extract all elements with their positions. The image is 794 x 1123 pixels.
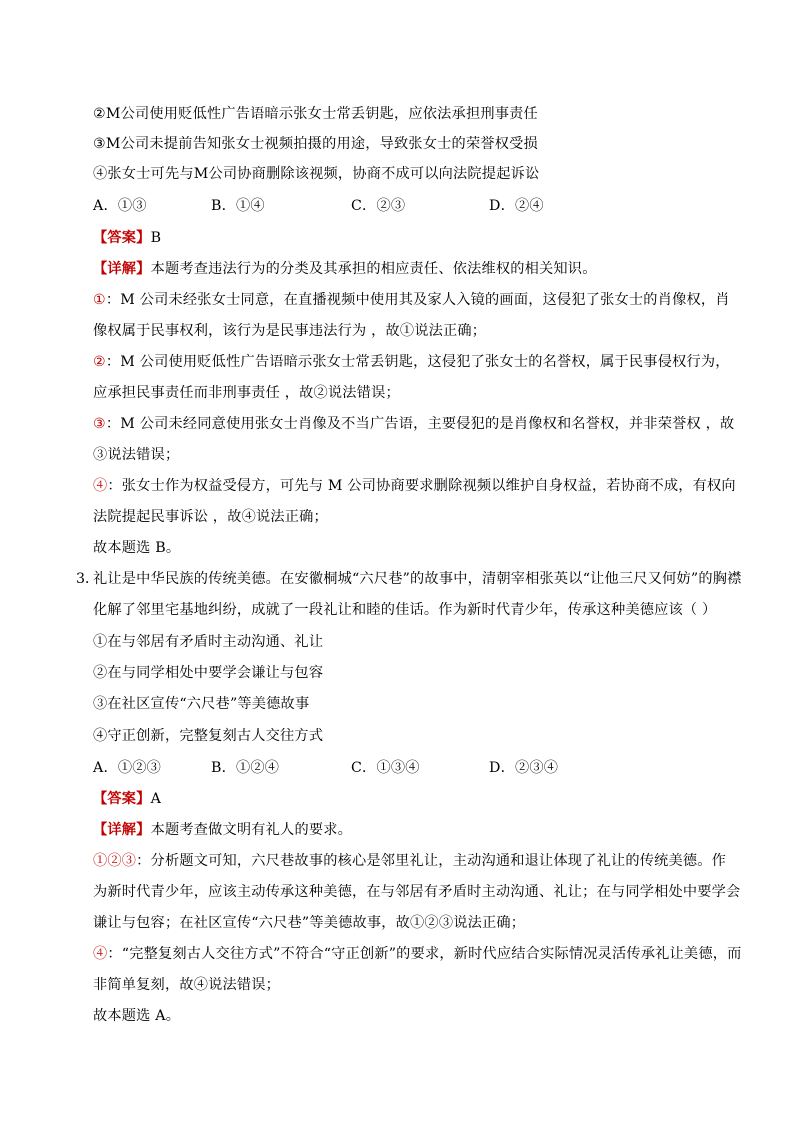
- q3-conclusion: 故本题选 A。: [93, 1008, 181, 1024]
- analysis-marker: ①②③: [93, 853, 137, 869]
- analysis-3-line1: [93, 414, 734, 434]
- answer-label: 【答案】: [93, 791, 151, 807]
- analysis-marker: ③: [93, 416, 106, 432]
- q3-analysis-2-line2: 非简单复刻，故④说法错误；: [93, 977, 281, 993]
- analysis-text: ：张女士作为权益受侵方，可先与 M 公司协商要求删除视频以维护自身权益，若协商不成，有权向: [107, 478, 736, 494]
- analysis-2-line1: [93, 352, 730, 372]
- statement-3: ③M公司未提前告知张女士视频拍摄的用途，导致张女士的荣誉权受损: [93, 136, 538, 152]
- q3-statement-3: ③在社区宣传“六尺巷”等美德故事: [93, 696, 310, 712]
- answer-line: [93, 228, 161, 248]
- q3-analysis-1-line1: [93, 851, 726, 871]
- detail-label: 【详解】: [93, 261, 151, 277]
- analysis-marker: ②: [93, 354, 106, 370]
- question-number: 3．: [76, 571, 100, 587]
- option-a: A．①③: [93, 198, 147, 214]
- option-c: C．①③④: [351, 760, 420, 776]
- option-a: A．①②③: [93, 760, 161, 776]
- option-d: D．②③④: [489, 760, 559, 776]
- option-b: B．①②④: [211, 760, 280, 776]
- q3-analysis-2-line1: [93, 944, 741, 964]
- q3-statement-4: ④守正创新，完整复刻古人交往方式: [93, 728, 324, 744]
- answer-value: A: [150, 791, 162, 807]
- detail-text: 本题考查做文明有礼人的要求。: [150, 822, 352, 838]
- option-d: D．②④: [489, 198, 544, 214]
- q3-statement-2: ②在与同学相处中要学会谦让与包容: [93, 665, 324, 681]
- q3-statement-1: ①在与邻居有矛盾时主动沟通、礼让: [93, 634, 324, 650]
- analysis-1-line2: 像权属于民事权利，该行为是民事违法行为 ，故①说法正确；: [93, 323, 487, 339]
- analysis-text: ：M 公司使用贬低性广告语暗示张女士常丢钥匙，这侵犯了张女士的名誉权，属于民事侵权行为，: [105, 354, 730, 370]
- conclusion: 故本题选 B。: [93, 540, 181, 556]
- analysis-4-line1: [93, 476, 736, 496]
- option-b: B．①④: [211, 198, 265, 214]
- analysis-text: ：“完整复刻古人交往方式”不符合“守正创新”的要求，新时代应结合实际情况灵活传承礼让美德，而: [107, 946, 742, 962]
- answer-value: B: [150, 230, 162, 246]
- analysis-2-line2: 应承担民事责任而非刑事责任 ，故②说法错误；: [93, 385, 400, 401]
- answer-label: 【答案】: [93, 230, 151, 246]
- analysis-3-line2: ③说法错误；: [93, 447, 180, 463]
- analysis-marker: ④: [93, 478, 108, 494]
- detail-line: [93, 259, 597, 279]
- analysis-4-line2: 法院提起民事诉讼 ，故④说法正确；: [93, 509, 328, 525]
- statement-4: ④张女士可先与M公司协商删除该视频，协商不成可以向法院提起诉讼: [93, 166, 540, 182]
- options-row: [93, 196, 544, 216]
- option-c: C．②③: [351, 198, 406, 214]
- analysis-marker: ④: [93, 946, 108, 962]
- analysis-text: ：M 公司未经同意使用张女士肖像及不当广告语，主要侵犯的是肖像权和名誉权，并非荣誉权 ，故: [105, 416, 735, 432]
- detail-text: 本题考查违法行为的分类及其承担的相应责任、依法维权的相关知识。: [150, 261, 597, 277]
- detail-label: 【详解】: [93, 822, 151, 838]
- question-stem-line1: 礼让是中华民族的传统美德。在安徽桐城“六尺巷”的故事中，清朝宰相张英以“让他三尺又何妨”的胸襟: [93, 571, 742, 587]
- analysis-1-line1: [93, 290, 730, 310]
- analysis-marker: ①: [93, 292, 106, 308]
- analysis-text: ：分析题文可知，六尺巷故事的核心是邻里礼让，主动沟通和退让体现了礼让的传统美德。作: [136, 853, 727, 869]
- analysis-text: ：M 公司未经张女士同意，在直播视频中使用其及家人入镜的画面，这侵犯了张女士的肖像权，肖: [105, 292, 730, 308]
- statement-2: ②M公司使用贬低性广告语暗示张女士常丢钥匙，应依法承担刑事责任: [93, 106, 538, 122]
- question-stem-line2: 化解了邻里宅基地纠纷，成就了一段礼让和睦的佳话。作为新时代青少年，传承这种美德应该（ ）: [93, 602, 717, 618]
- q3-analysis-1-line3: 谦让与包容；在社区宣传“六尺巷”等美德故事，故①②③说法正确；: [93, 915, 526, 931]
- q3-options-row: [93, 758, 558, 778]
- q3-detail-line: [93, 820, 352, 840]
- q3-analysis-1-line2: 为新时代青少年，应该主动传承这种美德，在与邻居有矛盾时主动沟通、礼让；在与同学相处中要学会: [93, 884, 741, 900]
- q3-answer-line: [93, 789, 161, 809]
